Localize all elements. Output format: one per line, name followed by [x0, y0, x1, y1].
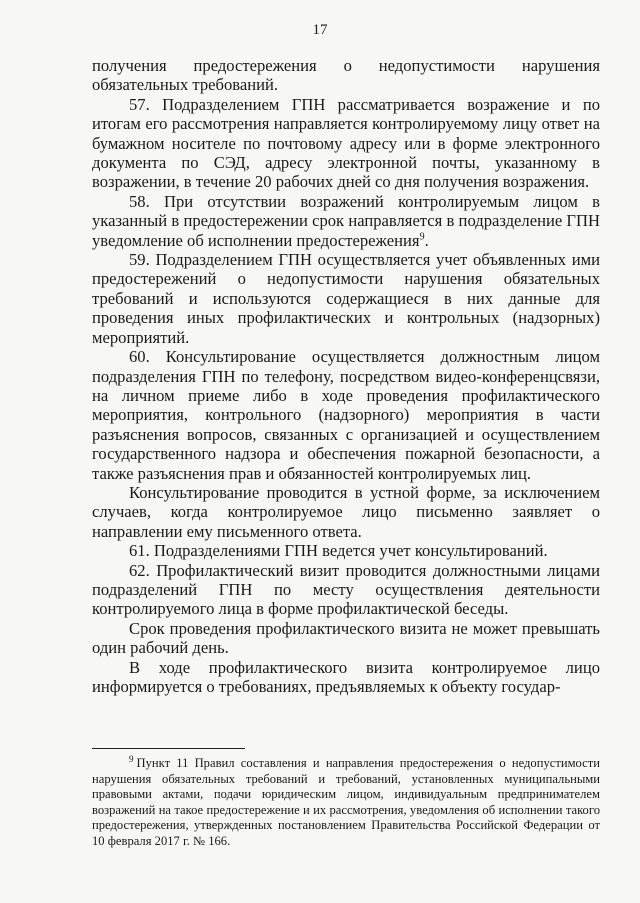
paragraph-text: 57. Подразделением ГПН рассматривается возражение и по итогам его рассмотрения направляется контролируемому лицу ответ на бумажном носителе по почтовому адресу или в форме электронного документа по СЭД, адресу электронной почты, указанному в возражении, в течение 20 рабочих дней со дня получения возражения.	[92, 94, 600, 192]
paragraph	[92, 192, 600, 250]
footnote	[92, 753, 600, 850]
page-number: 17	[312, 22, 328, 38]
paragraph	[92, 561, 600, 619]
paragraph-text: В ходе профилактического визита контролируемое лицо информируется о требованиях, предъявляемых к объекту государ-	[92, 657, 600, 696]
paragraph-text: Срок проведения профилактического визита не может превышать один рабочий день.	[92, 618, 600, 658]
footnote-text: Пункт 11 Правил составления и направления предостережения о недопустимости нарушения обязательных требований и требований, установленных муниципальными правовыми актами, подачи юридическим лицом, индивидуальным предпринимателем возражений на такое предостережение и их рассмотрения, уведомления об исполнении такого предостережения, утвержденных постановлением Правительства Российской Федерации от 10 февраля 2017 г. № 166.	[92, 756, 600, 848]
paragraph-text: 61. Подразделениями ГПН ведется учет консультирований.	[129, 541, 548, 561]
paragraph-text: 58. При отсутствии возражений контролируемым лицом в указанный в предостережении срок направляется в подразделение ГПН уведомление об исполнении предостережения	[92, 191, 600, 250]
paragraph	[92, 541, 600, 560]
paragraph-text: 62. Профилактический визит проводится должностными лицами подразделений ГПН по месту осуществления деятельности контролируемого лица в форме профилактической беседы.	[92, 560, 600, 619]
paragraph	[92, 347, 600, 483]
paragraph	[92, 619, 600, 658]
footnote-mark: 9	[129, 753, 134, 764]
footnote-reference[interactable]: 9	[419, 231, 425, 243]
paragraph-text: Консультирование проводится в устной форме, за исключением случаев, когда контролируемое лицо письменно заявляет о направлении ему письменного ответа.	[92, 482, 600, 541]
footnote-divider	[92, 748, 245, 749]
paragraph	[92, 56, 600, 95]
paragraph	[92, 95, 600, 192]
paragraph	[92, 250, 600, 347]
paragraph-text: 59. Подразделением ГПН осуществляется учет объявленных ими предостережений о недопустимости нарушения обязательных требований и используются содержащиеся в них данные для проведения иных профилактических и контрольных (надзорных) мероприятий.	[92, 250, 600, 347]
paragraph-text-tail: .	[424, 230, 429, 250]
paragraph-text: 60. Консультирование осуществляется должностным лицом подразделения ГПН по телефону, посредством видео-конференцсвязи, на личном приеме либо в ходе проведения профилактического мероприятия, контрольного (надзорного) мероприятия в части разъяснения вопросов, связанных с организацией и осуществлением государственного надзора и обеспечения пожарной безопасности, а также разъяснения прав и обязанностей контролируемых лиц.	[92, 347, 600, 483]
paragraph	[92, 483, 600, 541]
main-text	[92, 56, 600, 696]
paragraph-text: получения предостережения о недопустимости нарушения обязательных требований.	[92, 56, 600, 95]
paragraph	[92, 658, 600, 697]
